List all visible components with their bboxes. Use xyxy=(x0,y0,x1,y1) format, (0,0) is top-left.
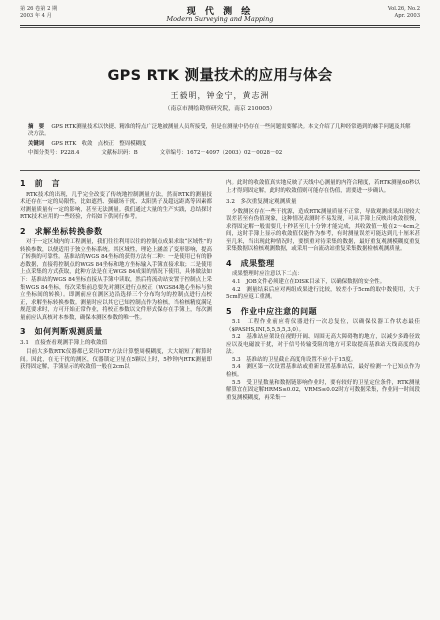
keywords-text: GPS RTK 收敛 点校正 整周模糊度 xyxy=(51,140,147,147)
section-4-heading: 4 成果整理 xyxy=(226,258,275,268)
section-3-heading: 3 如何判断观测质量 xyxy=(20,327,103,337)
journal-title-en: Modern Surveying and Mapping xyxy=(166,15,274,23)
document-code: 文献标识码：B xyxy=(101,150,138,157)
abstract xyxy=(28,124,412,139)
section-4-1-paragraph: 4.1 JOB文件必须建立在DISK目录下，以确保数据的安全性。 xyxy=(231,279,386,286)
classification-row xyxy=(28,150,412,157)
abstract-block xyxy=(28,124,412,157)
issue-date-en: Apr. 2003 xyxy=(394,13,420,19)
right-column xyxy=(226,180,420,402)
abstract-label: 摘 要 xyxy=(28,124,45,130)
section-3-2-heading: 3.2 多次重复测定观测质量 xyxy=(226,199,297,206)
article-title: GPS RTK 测量技术的应用与体会 xyxy=(107,68,333,84)
article-affiliation: （南京市测绘勘察研究院，南京 210005） xyxy=(164,106,276,112)
abstract-text: GPS RTK测量技术以快捷、精准的特点广泛地被测量人员所接受，但是在测量中仍存在一些问题需要解决。本文介绍了几种经常遇到的棘手问题及其解决方法。 xyxy=(28,124,411,138)
section-3-1-continued: 内。此时的收敛值真实地反映了天线中心测量的内符合精度，若RTK测量60秒以上才得到固定解，此时的收敛值则可能存在伪值，需要进一步确认。 xyxy=(226,180,420,194)
section-2-heading: 2 求解坐标转换参数 xyxy=(20,226,103,236)
section-5-1-paragraph: 5.1 工程作业前应将仪器进行一次总复位，以确保仪器工作状态最佳（$PASHS,INI,5,5,5,5,3,0）。 xyxy=(226,319,420,333)
section-1-paragraph: RTK技术的出现，几乎完全改变了传统地控制测量方法，然而RTK的测量技术还存在一定的局限性，比如遮挡、强磁场干扰、太阳黑子及超远距离等因素都对测量质量有一定的影响，甚至无法测量。我们通过大量的生产实践，总结探讨RTK技术应用的一些经验，介绍如下供同行参考。 xyxy=(20,191,212,221)
article-id: 文章编号：1672－4097（2003）02－0028－02 xyxy=(159,150,283,157)
section-3-2-paragraph: 少数测区存在一些干扰源，造成RTK测量质量不正常，导致观测成果出现较大误差甚至有伪值现象，这种情况表测时不易发现，可从手簿上反映出收敛很慢，求得固定解一般需要几十秒甚至几十分钟才能完成，其收敛值一般在2～4cm之间，这时手簿上显示的收敛值仅能作为参考，有时测量误差可能达到几十厘米甚至几米，当出现此种情况时，要慎重对待采集的数据，最好重复观测模糊度重复采集数据以检核观测数据，或采用一台流动站重复采集数据检核观测质量。 xyxy=(226,208,420,253)
section-5-3-paragraph: 5.3 基准站的卫星截止高度角设置不应小于15度。 xyxy=(231,356,357,363)
issue-date: 2003 年 4 月 xyxy=(20,13,52,19)
volume-issue: 第 26 卷第 2 期 xyxy=(20,6,58,12)
section-3-1-heading: 3.1 直接查看观测手簿上的收敛值 xyxy=(20,339,108,346)
keywords-label: 关键词 xyxy=(28,140,45,147)
volume-issue-en: Vol.26, No.2 xyxy=(387,6,420,12)
header-rule xyxy=(20,25,420,26)
section-3-1-paragraph: 目前大多数RTK仪器都已采用OTF方法计算整周模糊度，大大缩短了解算时间。因此，在无干扰的测区，仪器锁定卫星在5颗以上时，5秒钟内RTK测量即获得固定解，手簿显示的收敛值一般在2cm以 xyxy=(20,349,212,371)
section-5-4-paragraph: 5.4 测区第一次设置基准站或重新设置基准站后，最好检测一个已知点作为检核。 xyxy=(226,364,420,379)
header-right xyxy=(388,6,420,20)
clc-number: 中图分类号：P228.4 xyxy=(28,150,80,157)
section-5-5-paragraph: 5.5 受卫星数量和数据链影响作业时，要有较好的卫星定位条件，RTK测量解算宜在固定解HRMS≤0.02，VRMS≤0.02时方可数据采集，作业同一时间段重复测模糊度，再采集一 xyxy=(226,379,420,401)
article-authors: 王毅明，钟金宁，黄志洲 xyxy=(170,91,270,100)
keywords xyxy=(28,141,412,148)
section-5-2-paragraph: 5.2 基准站应架设在视野开阔、周围无高大障碍物的地方，以减少多路径效应以及电磁波干扰，对于信号传输受阻的地方可采取提高基准站天线高度的办法。 xyxy=(226,334,420,356)
journal-title: 现 代 测 绘 xyxy=(186,7,254,17)
section-5-heading: 5 作业中应注意的问题 xyxy=(226,306,318,316)
section-4-2-paragraph: 4.2 测量结束后应对两组成果进行比较，较差小于5cm的取中数使用，大于5cm的应返工重测。 xyxy=(226,286,420,301)
abstract-rule xyxy=(20,170,420,171)
section-4-intro: 成果整理时应注意以下二点： xyxy=(231,271,303,278)
header-rule-thin xyxy=(20,27,420,28)
section-1-heading: 1 前 言 xyxy=(20,179,61,188)
left-column xyxy=(20,174,212,372)
section-2-paragraph: 对于一定区域内的工程测量，我们往往利用以往的控制点成果求取“区域性”的转换参数，以便适用于独立坐标系统。其区域性，理论上涵盖了变形影响，提高了转换的可靠性。基准站的WGS 84坐标的获得方法有二种：一是使用已有的静态数据，直接将控制点的WGS 84坐标和地方坐标输入手簿直接求取；二是使用上点采集的方式获取，此种方法是在无WGS 84成果的情况下使用，具体做法如下：基准站的WGS 84坐标直接从手簿中读取，然后将流动站安置于控制点上采集WGS 84坐标，每次采集前总要先对测区进行点校正（WGS84地心坐标与独立坐标间的转换）。即测前应在测区边沿选择三个分布均匀的控制点进行点校正，求解坐标转换参数。测量时应以其它已知控制点作为检核，当检核精度满足规范要求时，方可开始正常作业，将校正参数以文件形式保存在手簿上，每次测量前应认真核对本参数，确保本测区参数的唯一性。 xyxy=(20,239,212,321)
